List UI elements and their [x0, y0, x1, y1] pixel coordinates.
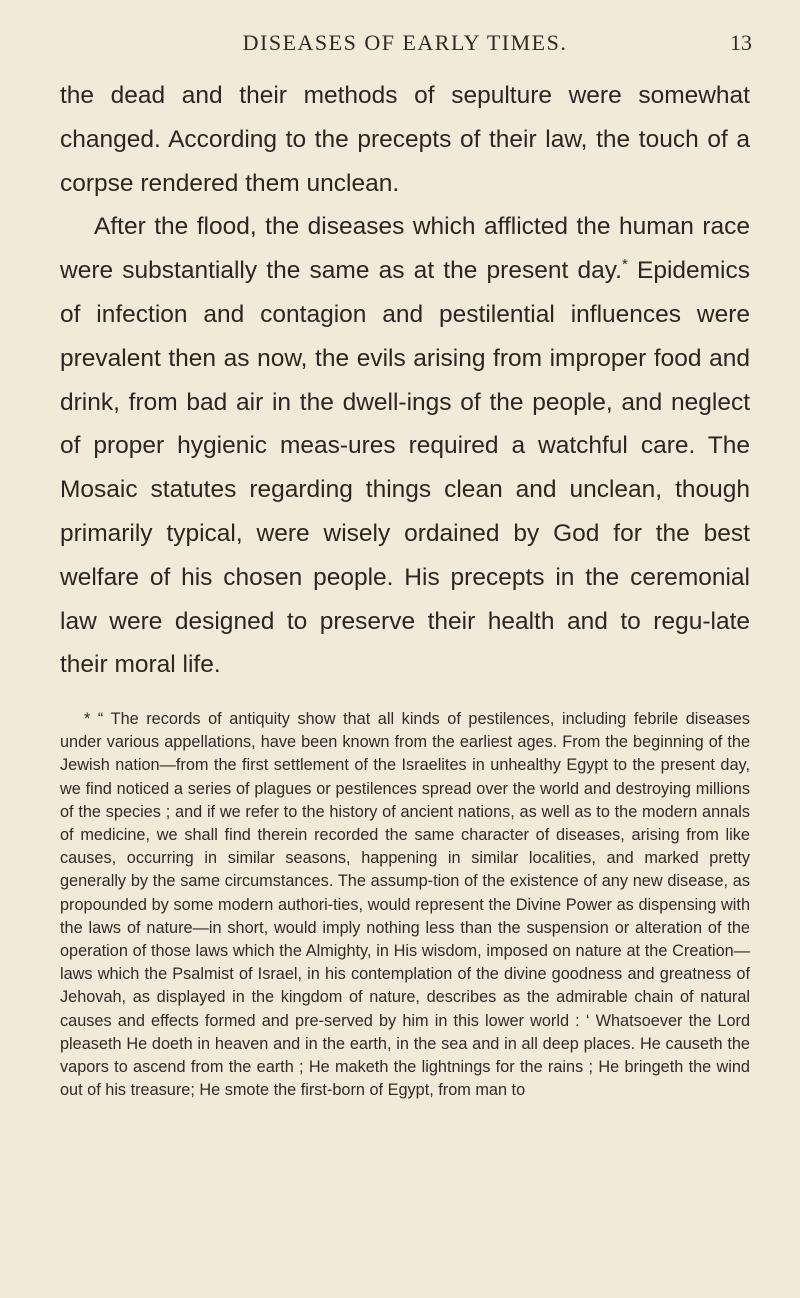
paragraph-2-text: After the flood, the diseases which afflicted the human race were substantially the same as at the present day. [60, 213, 750, 285]
footnote-text: * “ The records of antiquity show that all kinds of pestilences, including febrile diseases under various appellations, have been known from the earliest ages. From the beginning of the Jewish nation—from the first settlement of the Israelites in unhealthy Egypt to the present day, we find noticed a series of plagues or pestilences spread over the world and destroying millions of the species ; and if we refer to the history of ancient nations, as well as to the modern annals of medicine, we shall find therein recorded the same character of diseases, arising from like causes, occurring in similar seasons, happening in similar localities, and marked pretty generally by the same circumstances. The assump-tion of the existence of any new disease, as propounded by some modern authori-ties, would represent the Divine Power as dispensing with the laws of nature—in short, would imply nothing less than the suspension or alteration of the operation of those laws which the Almighty, in His wisdom, imposed on nature at the Creation—laws which the Psalmist of Israel, in his contemplation of the divine goodness and greatness of Jehovah, as displayed in the kingdom of nature, describes as the admirable chain of natural causes and effects formed and pre-served by him in this lower world : ‘ Whatsoever the Lord pleaseth He doeth in heaven and in the earth, in the sea and in all deep places. He causeth the vapors to ascend from the earth ; He maketh the lightnings for the rains ; He bringeth the wind out of his treasure; He smote the first-born of Egypt, from man to [60, 710, 750, 1100]
running-title: DISEASES OF EARLY TIMES. [242, 30, 568, 55]
paragraph-1: the dead and their methods of sepulture were somewhat changed. According to the precepts of their law, the touch of a corpse rendered them unclean. [60, 82, 750, 197]
paragraph-2-continuation: Epidemics of infection and contagion and pestilential influences were prevalent then as now, the evils arising from improper food and drink, from bad air in the dwell-ings of the people, and neglect of proper hygienic meas-ures required a watchful care. The Mosaic statutes regarding things clean and unclean, though primarily typical, were wisely ordained by God for the best welfare of his chosen people. His precepts in the ceremonial law were designed to preserve their health and to regu-late their moral life. [60, 257, 750, 679]
body-text [60, 74, 750, 687]
footnote-marker: * [621, 256, 628, 274]
footnote [60, 708, 750, 1102]
running-head [60, 30, 750, 62]
paragraph-2 [60, 205, 750, 687]
page-number: 13 [730, 30, 752, 55]
